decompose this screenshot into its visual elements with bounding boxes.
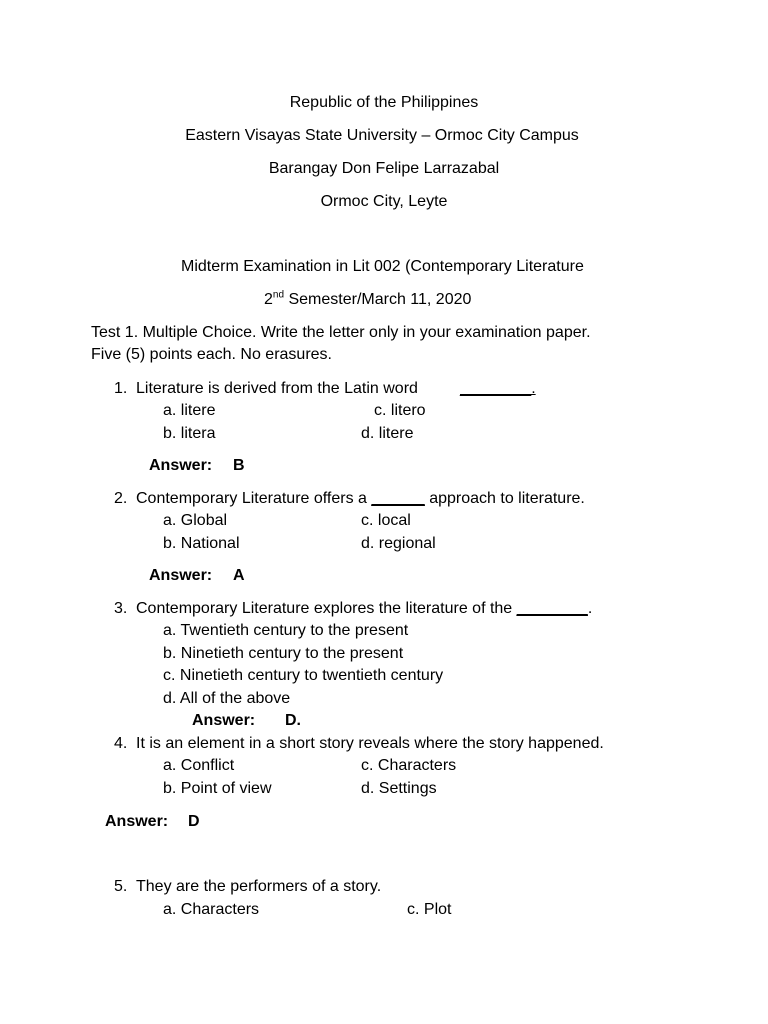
question-2-blank: ______ (371, 490, 425, 507)
question-3-answer-label: Answer: (192, 712, 256, 729)
question-2-option-a: a. Global (163, 512, 228, 529)
question-3-text-after: . (587, 600, 593, 617)
header-university: Eastern Visayas State University – Ormoc City Campus (185, 127, 579, 144)
question-4-answer-label: Answer: (105, 813, 169, 830)
header-barangay: Barangay Don Felipe Larrazabal (268, 160, 500, 177)
question-4-option-b: b. Point of view (163, 780, 272, 797)
question-1-answer: B (233, 457, 245, 474)
question-3-blank: ________ (516, 600, 588, 617)
question-2-text-after: approach to literature. (424, 490, 585, 507)
question-2-option-b: b. National (163, 535, 240, 552)
instructions-line1: Test 1. Multiple Choice. Write the letter only in your examination paper. (91, 324, 591, 341)
question-5-text: They are the performers of a story. (136, 878, 382, 895)
question-2-answer: A (233, 567, 245, 584)
question-1-blank: ________. (460, 380, 536, 397)
question-1-option-c: c. litero (374, 402, 426, 419)
question-1-text: Literature is derived from the Latin word (136, 380, 418, 397)
question-2-answer-label: Answer: (149, 567, 213, 584)
question-1-option-b: b. litera (163, 425, 216, 442)
header-republic: Republic of the Philippines (289, 94, 479, 111)
question-3-option-c: c. Ninetieth century to twentieth century (163, 667, 444, 684)
question-4-option-d: d. Settings (361, 780, 437, 797)
question-1-option-a: a. litere (163, 402, 216, 419)
date-rest: Semester/March 11, 2020 (284, 291, 472, 308)
question-4-option-c: c. Characters (361, 757, 457, 774)
question-4-number: 4. (114, 735, 128, 752)
instructions-line2: Five (5) points each. No erasures. (91, 346, 332, 363)
question-3-number: 3. (114, 600, 128, 617)
question-3-option-d: d. All of the above (163, 690, 291, 707)
question-2-text-before: Contemporary Literature offers a (136, 490, 372, 507)
question-3-option-a: a. Twentieth century to the present (163, 622, 409, 639)
question-3-text (136, 599, 592, 619)
question-4-answer: D (188, 813, 200, 830)
question-5-option-a: a. Characters (163, 901, 260, 918)
question-4-text: It is an element in a short story reveals where the story happened. (136, 735, 604, 752)
question-2-number: 2. (114, 490, 128, 507)
question-1-option-d: d. litere (361, 425, 414, 442)
question-5-number: 5. (114, 878, 128, 895)
date-ordinal: 2 (264, 291, 273, 308)
question-5-option-c: c. Plot (407, 901, 452, 918)
question-3-option-b: b. Ninetieth century to the present (163, 645, 404, 662)
question-1-answer-label: Answer: (149, 457, 213, 474)
header-city: Ormoc City, Leyte (320, 193, 448, 210)
question-3-text-before: Contemporary Literature explores the literature of the (136, 600, 517, 617)
question-2-option-c: c. local (361, 512, 411, 529)
exam-date (264, 290, 471, 310)
date-superscript: nd (272, 289, 285, 301)
exam-title: Midterm Examination in Lit 002 (Contemporary Literature (181, 258, 584, 275)
question-3-answer: D. (285, 712, 301, 729)
question-4-option-a: a. Conflict (163, 757, 235, 774)
question-2-text (136, 489, 585, 509)
question-1-number: 1. (114, 380, 128, 397)
question-2-option-d: d. regional (361, 535, 436, 552)
